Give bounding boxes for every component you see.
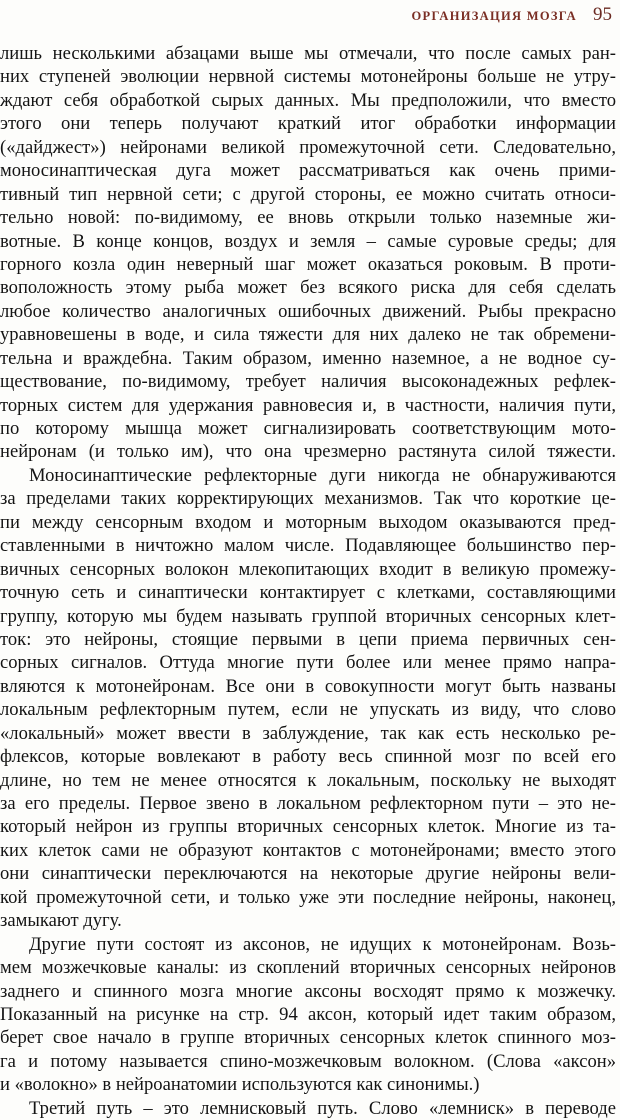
text-line: любое количество аналогичных ошибочных движений. Рыбы прекрасно — [0, 300, 616, 322]
page-number: 95 — [593, 4, 612, 25]
text-line: берет свое начало в группе вторичных сенсорных клеток спинного моз- — [0, 1027, 616, 1049]
text-line: нейронам (и только им), что она чрезмерно растянута силой тяжести. — [0, 441, 616, 463]
text-line: га и потому называется спино-мозжечковым волокном. (Слова «аксон» — [0, 1050, 616, 1072]
body-text — [0, 42, 616, 1120]
text-line: моносинаптическая дуга может рассматриваться как очень прими- — [0, 160, 616, 182]
text-line: флексов, которые вовлекают в работу весь спинной мозг по всей его — [0, 746, 616, 768]
text-line: тельно новой: по-видимому, ее вновь открыли только наземные жи- — [0, 207, 616, 229]
text-line: этого они теперь получают краткий итог обработки информации — [0, 113, 616, 135]
text-line: пи между сенсорным входом и моторным выходом оказываются пред- — [0, 511, 616, 533]
text-line: ток: это нейроны, стоящие первыми в цепи приема первичных сен- — [0, 628, 616, 650]
text-line: торных систем для удержания равновесия и, в частности, наличия пути, — [0, 394, 616, 416]
text-line: Моносинаптические рефлекторные дуги никогда не обнаруживаются — [29, 464, 616, 486]
text-line: за его пределы. Первое звено в локальном рефлекторном пути – это не- — [0, 793, 616, 814]
text-line: который нейрон из группы вторичных сенсорных клеток. Многие из та- — [0, 816, 616, 838]
text-line: мем мозжечковые каналы: из скоплений вторичных сенсорных нейронов — [0, 957, 616, 979]
text-line: и «волокно» в нейроанатомии используются как синонимы.) — [0, 1074, 480, 1096]
text-line: вотные. В конце концов, воздух и земля – самые суровые среды; для — [0, 230, 616, 252]
text-line: («дайджест») нейронами великой промежуточной сети. Следовательно, — [0, 136, 616, 158]
text-line: группу, которую мы будем называть группой вторичных сенсорных клет- — [0, 605, 616, 627]
text-line: тельна и враждебна. Таким образом, именно наземное, а не водное су- — [0, 347, 616, 369]
text-line: кой промежуточной сети, и только уже эти последние нейроны, наконец, — [0, 886, 616, 908]
text-line: локальным рефлекторным путем, если не упускать из виду, что слово — [0, 699, 616, 721]
text-line: «локальный» может ввести в заблуждение, так как есть несколько ре- — [0, 722, 616, 744]
text-line: лишь несколькими абзацами выше мы отмечали, что после самых ран- — [0, 43, 616, 64]
text-line: ждают себя обработкой сырых данных. Мы предположили, что вместо — [0, 89, 616, 111]
text-line: за пределами таких корректирующих механизмов. Так что короткие це- — [0, 488, 616, 510]
text-line: ществование, по-видимому, требует наличия высоконадежных рефлек- — [0, 371, 616, 393]
text-line: они синаптически переключаются на некоторые другие нейроны вели- — [0, 863, 616, 885]
text-line: вляются к мотонейронам. Все они в совокупности могут быть названы — [0, 675, 616, 697]
text-line: заднего и спинного мозга многие аксоны восходят прямо к мозжечку. — [0, 980, 616, 1002]
text-line: точную сеть и синаптически контактирует с клетками, составляющими — [0, 582, 616, 604]
text-line: Другие пути состоят из аксонов, не идущих к мотонейронам. Возь- — [29, 933, 616, 955]
text-line: ставленными в ничтожно малом числе. Подавляющее большинство пер- — [0, 535, 616, 557]
text-line: ких клеток сами не образуют контактов с мотонейронами; вместо этого — [0, 839, 616, 861]
text-line: Показанный на рисунке на стр. 94 аксон, который идет таким образом, — [0, 1003, 616, 1025]
text-line: Третий путь – это лемнисковый путь. Слово «лемниск» в переводе — [29, 1097, 616, 1119]
running-title: ОРГАНИЗАЦИЯ МОЗГА — [411, 9, 577, 23]
text-line: воположность этому рыба может без всякого риска для себя сделать — [0, 277, 616, 299]
text-line: тивный тип нервной сети; с другой стороны, ее можно считать относи- — [0, 183, 616, 205]
text-line: сорных сигналов. Оттуда многие пути более или менее прямо напра- — [0, 652, 616, 674]
text-line: уравновешены в воде, и сила тяжести для них далеко не так обремени- — [0, 324, 616, 346]
text-line: горного козла один неверный шаг может оказаться роковым. В проти- — [0, 253, 616, 275]
text-line: длине, но тем не менее относятся к локальным, поскольку не выходят — [0, 769, 616, 791]
text-line: них ступеней эволюции нервной системы мотонейроны больше не утру- — [0, 66, 616, 88]
text-line: замыкают дугу. — [0, 910, 122, 932]
page-header — [412, 4, 612, 26]
text-line: по которому мышца может сигнализировать соответствующим мото- — [0, 418, 616, 439]
text-line: вичных сенсорных волокон млекопитающих входит в великую промежу- — [0, 558, 616, 580]
